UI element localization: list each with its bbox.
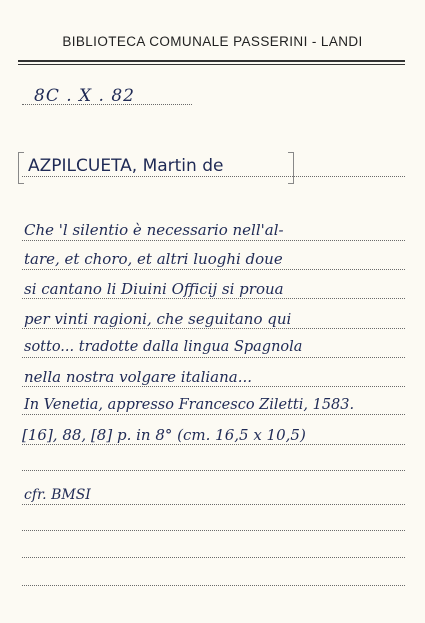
- heading-bracket-right: [288, 152, 294, 184]
- body-line: Che 'l silentio è necessario nell'al-: [24, 221, 284, 239]
- dotted-line: [22, 530, 405, 531]
- library-header: BIBLIOTECA COMUNALE PASSERINI - LANDI: [62, 34, 363, 49]
- dotted-line: [22, 470, 405, 471]
- body-line: sotto... tradotte dalla lingua Spagnola: [24, 339, 303, 355]
- dotted-line: [22, 444, 405, 445]
- imprint-line: In Venetia, appresso Francesco Ziletti, 1583.: [24, 397, 355, 413]
- dotted-line: [22, 328, 405, 329]
- author-heading: AZPILCUETA, Martin de: [28, 156, 224, 176]
- dotted-line: [22, 504, 405, 505]
- dotted-line: [22, 298, 405, 299]
- dotted-line: [22, 269, 405, 270]
- reference-note: cfr. BMSI: [24, 487, 91, 503]
- dotted-line: [22, 104, 192, 105]
- dotted-line: [22, 240, 405, 241]
- dotted-line: [22, 386, 405, 387]
- dotted-line: [22, 585, 405, 586]
- header-rule-bottom: [18, 64, 405, 65]
- body-line: per vinti ragioni, che seguitano qui: [24, 310, 292, 328]
- dotted-line: [22, 357, 405, 358]
- dotted-line: [22, 557, 405, 558]
- dotted-line: [22, 414, 405, 415]
- header-rule-top: [18, 60, 405, 62]
- shelfmark: 8C . X . 82: [34, 86, 135, 106]
- body-line: tare, et choro, et altri luoghi doue: [24, 250, 283, 268]
- body-line: si cantano li Diuini Officij si proua: [24, 280, 284, 298]
- heading-bracket-left: [18, 152, 24, 184]
- dotted-line: [22, 176, 405, 177]
- collation-line: [16], 88, [8] p. in 8° (cm. 16,5 x 10,5): [22, 426, 306, 444]
- body-line: nella nostra volgare italiana...: [24, 368, 253, 386]
